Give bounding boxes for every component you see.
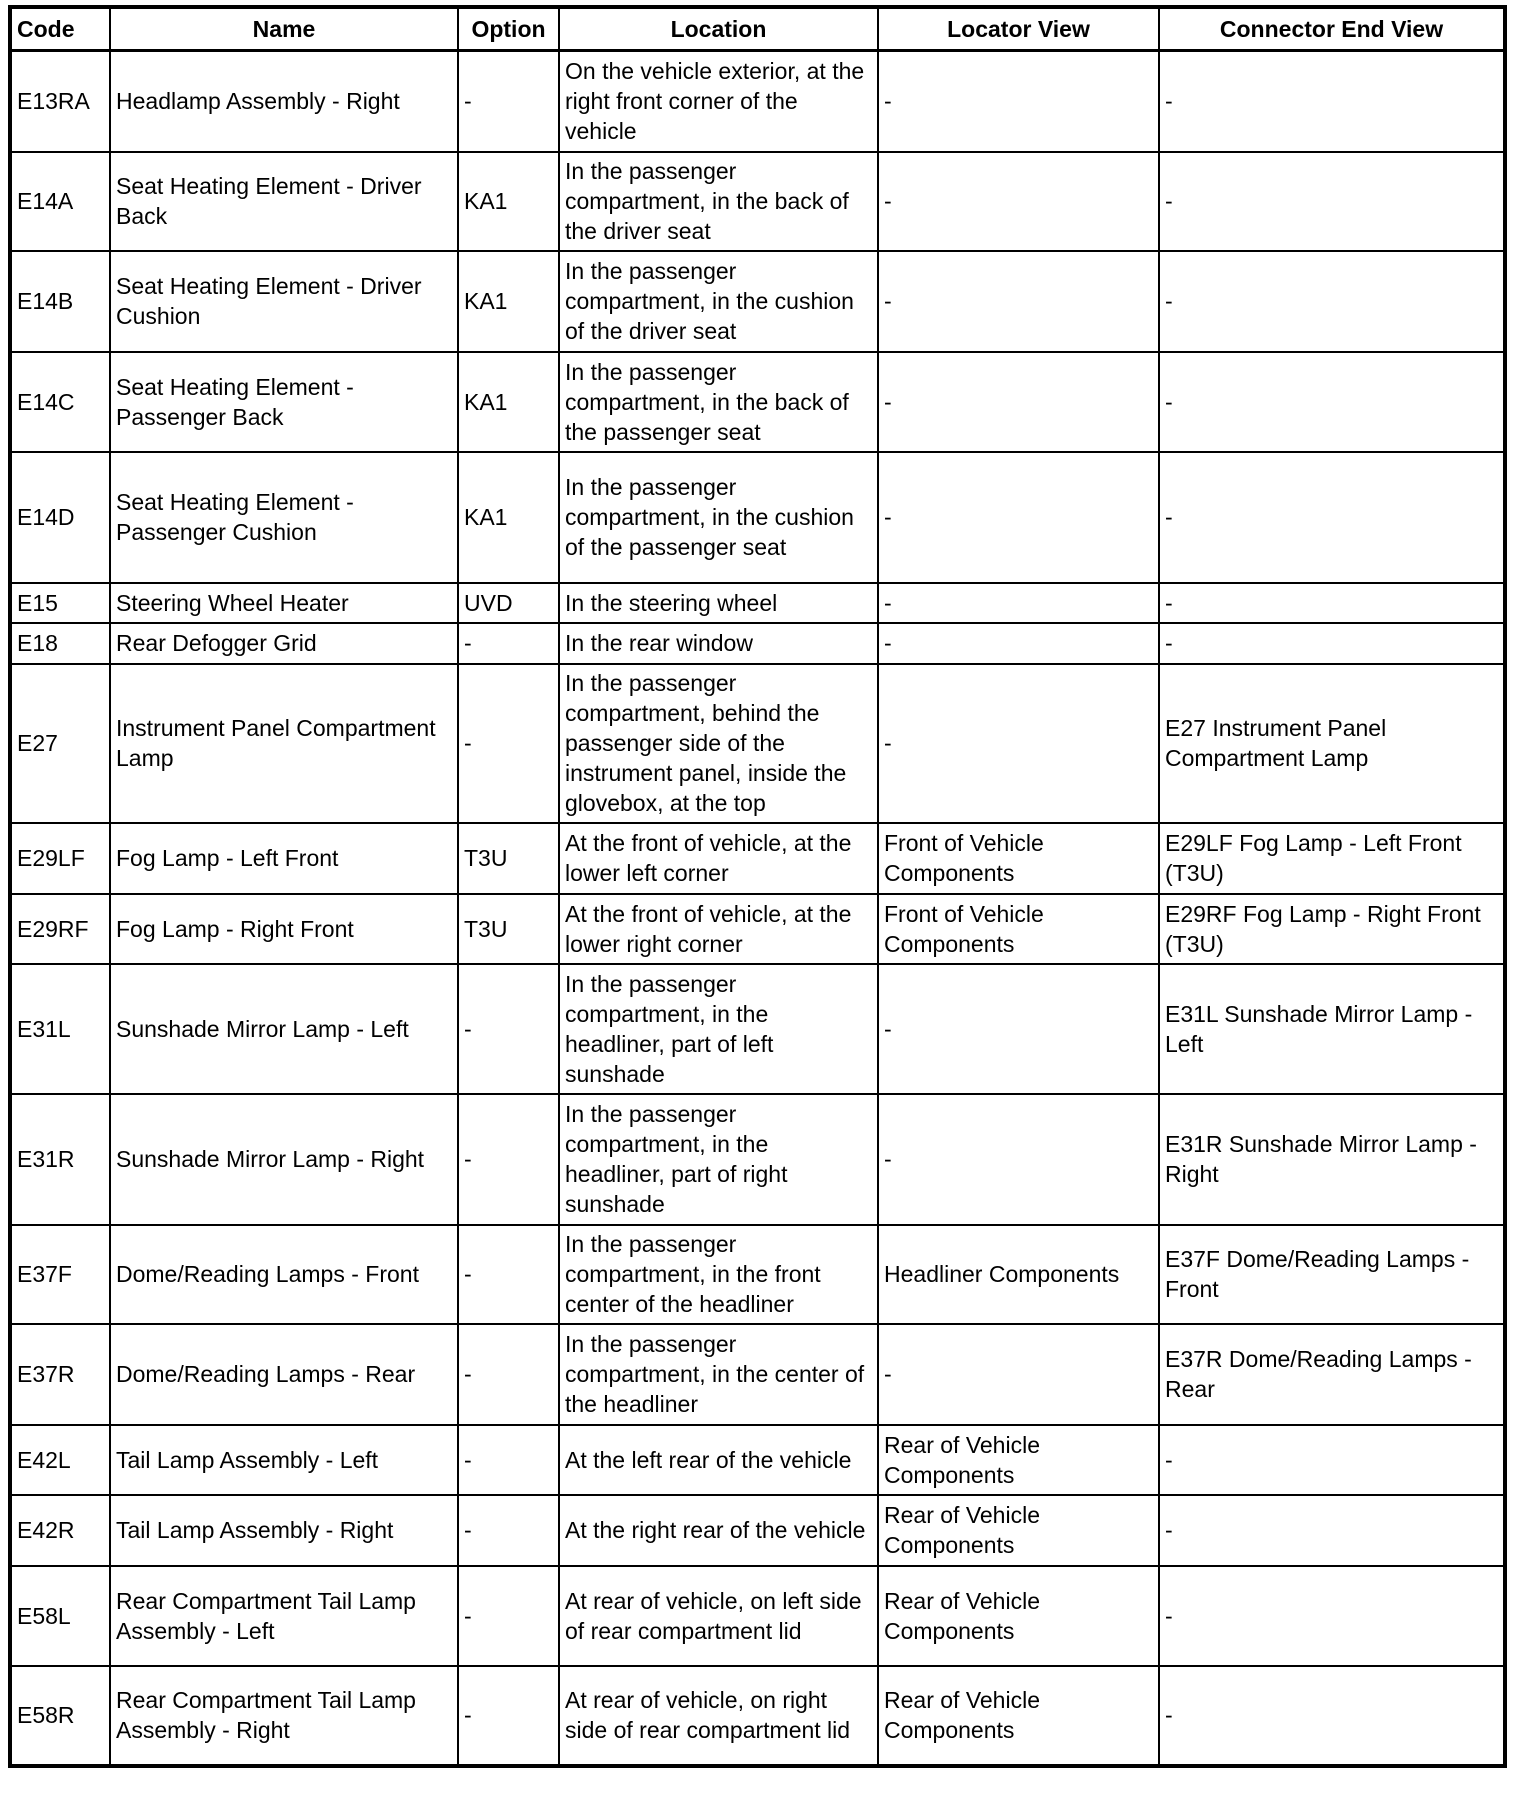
- row-option: T3U: [458, 823, 559, 894]
- row-option: -: [458, 1425, 559, 1495]
- row-name: Dome/Reading Lamps - Rear: [110, 1324, 458, 1425]
- row-code: E14A: [10, 152, 110, 251]
- table-row: [10, 1666, 1505, 1766]
- row-location: At the front of vehicle, at the lower left corner: [559, 823, 878, 894]
- row-location: In the passenger compartment, in the front center of the headliner: [559, 1225, 878, 1324]
- row-option: -: [458, 1495, 559, 1566]
- row-connector-end-view: -: [1159, 1666, 1505, 1766]
- row-connector-end-view: -: [1159, 452, 1505, 583]
- row-locator-view: Front of Vehicle Components: [878, 823, 1159, 894]
- row-option: -: [458, 664, 559, 823]
- row-option: KA1: [458, 152, 559, 251]
- row-connector-end-view: E37R Dome/Reading Lamps - Rear: [1159, 1324, 1505, 1425]
- row-name: Tail Lamp Assembly - Right: [110, 1495, 458, 1566]
- row-code: E58R: [10, 1666, 110, 1766]
- row-locator-view: Rear of Vehicle Components: [878, 1495, 1159, 1566]
- row-name: Seat Heating Element - Passenger Cushion: [110, 452, 458, 583]
- table-row: [10, 1495, 1505, 1566]
- header-option: Option: [458, 7, 559, 51]
- header-name: Name: [110, 7, 458, 51]
- row-connector-end-view: -: [1159, 1566, 1505, 1666]
- row-option: -: [458, 1094, 559, 1225]
- row-connector-end-view: -: [1159, 352, 1505, 452]
- row-location: At the right rear of the vehicle: [559, 1495, 878, 1566]
- row-location: In the passenger compartment, in the cushion of the driver seat: [559, 251, 878, 352]
- row-location: In the passenger compartment, in the headliner, part of left sunshade: [559, 964, 878, 1094]
- row-location: In the passenger compartment, in the headliner, part of right sunshade: [559, 1094, 878, 1225]
- row-location: In the rear window: [559, 623, 878, 664]
- row-code: E29RF: [10, 894, 110, 964]
- row-location: At rear of vehicle, on right side of rear compartment lid: [559, 1666, 878, 1766]
- row-name: Rear Compartment Tail Lamp Assembly - Right: [110, 1666, 458, 1766]
- table-row: [10, 823, 1505, 894]
- table-row: [10, 964, 1505, 1094]
- row-locator-view: -: [878, 152, 1159, 251]
- row-connector-end-view: -: [1159, 51, 1505, 152]
- table-row: [10, 51, 1505, 152]
- table-row: [10, 1324, 1505, 1425]
- table-row: [10, 623, 1505, 664]
- row-locator-view: -: [878, 583, 1159, 623]
- table-row: [10, 894, 1505, 964]
- row-connector-end-view: E27 Instrument Panel Compartment Lamp: [1159, 664, 1505, 823]
- row-code: E14D: [10, 452, 110, 583]
- row-locator-view: Front of Vehicle Components: [878, 894, 1159, 964]
- header-code: Code: [10, 7, 110, 51]
- row-locator-view: -: [878, 1324, 1159, 1425]
- row-connector-end-view: -: [1159, 1425, 1505, 1495]
- table-header-row: [10, 7, 1505, 51]
- row-connector-end-view: -: [1159, 152, 1505, 251]
- row-code: E42R: [10, 1495, 110, 1566]
- row-name: Fog Lamp - Left Front: [110, 823, 458, 894]
- row-connector-end-view: -: [1159, 623, 1505, 664]
- row-connector-end-view: E29LF Fog Lamp - Left Front (T3U): [1159, 823, 1505, 894]
- row-name: Sunshade Mirror Lamp - Left: [110, 964, 458, 1094]
- row-code: E18: [10, 623, 110, 664]
- row-code: E15: [10, 583, 110, 623]
- row-name: Tail Lamp Assembly - Left: [110, 1425, 458, 1495]
- row-locator-view: Headliner Components: [878, 1225, 1159, 1324]
- row-option: KA1: [458, 352, 559, 452]
- row-location: At rear of vehicle, on left side of rear compartment lid: [559, 1566, 878, 1666]
- row-locator-view: -: [878, 452, 1159, 583]
- row-option: KA1: [458, 452, 559, 583]
- row-location: In the passenger compartment, behind the passenger side of the instrument panel, inside the glovebox, at the top: [559, 664, 878, 823]
- row-location: In the passenger compartment, in the cushion of the passenger seat: [559, 452, 878, 583]
- row-code: E29LF: [10, 823, 110, 894]
- row-location: At the front of vehicle, at the lower right corner: [559, 894, 878, 964]
- row-connector-end-view: E37F Dome/Reading Lamps - Front: [1159, 1225, 1505, 1324]
- row-code: E27: [10, 664, 110, 823]
- row-name: Fog Lamp - Right Front: [110, 894, 458, 964]
- row-connector-end-view: -: [1159, 251, 1505, 352]
- row-name: Seat Heating Element - Driver Back: [110, 152, 458, 251]
- row-name: Seat Heating Element - Passenger Back: [110, 352, 458, 452]
- header-location: Location: [559, 7, 878, 51]
- row-locator-view: -: [878, 664, 1159, 823]
- table-row: [10, 1425, 1505, 1495]
- table-row: [10, 452, 1505, 583]
- row-locator-view: Rear of Vehicle Components: [878, 1566, 1159, 1666]
- table-row: [10, 152, 1505, 251]
- row-code: E31R: [10, 1094, 110, 1225]
- row-locator-view: -: [878, 251, 1159, 352]
- row-name: Dome/Reading Lamps - Front: [110, 1225, 458, 1324]
- row-option: -: [458, 1566, 559, 1666]
- table-row: [10, 251, 1505, 352]
- row-option: UVD: [458, 583, 559, 623]
- row-location: In the passenger compartment, in the back of the passenger seat: [559, 352, 878, 452]
- row-location: In the passenger compartment, in the back of the driver seat: [559, 152, 878, 251]
- row-connector-end-view: -: [1159, 583, 1505, 623]
- row-code: E58L: [10, 1566, 110, 1666]
- row-code: E37F: [10, 1225, 110, 1324]
- row-location: In the steering wheel: [559, 583, 878, 623]
- row-name: Sunshade Mirror Lamp - Right: [110, 1094, 458, 1225]
- row-option: -: [458, 623, 559, 664]
- row-name: Seat Heating Element - Driver Cushion: [110, 251, 458, 352]
- row-name: Rear Defogger Grid: [110, 623, 458, 664]
- row-option: -: [458, 964, 559, 1094]
- row-option: -: [458, 1324, 559, 1425]
- header-locator-view: Locator View: [878, 7, 1159, 51]
- table-row: [10, 352, 1505, 452]
- header-connector-end-view: Connector End View: [1159, 7, 1505, 51]
- table-row: [10, 1094, 1505, 1225]
- row-code: E31L: [10, 964, 110, 1094]
- row-option: T3U: [458, 894, 559, 964]
- row-locator-view: -: [878, 964, 1159, 1094]
- row-name: Headlamp Assembly - Right: [110, 51, 458, 152]
- row-connector-end-view: E29RF Fog Lamp - Right Front (T3U): [1159, 894, 1505, 964]
- row-name: Instrument Panel Compartment Lamp: [110, 664, 458, 823]
- row-name: Steering Wheel Heater: [110, 583, 458, 623]
- table-row: [10, 583, 1505, 623]
- row-name: Rear Compartment Tail Lamp Assembly - Left: [110, 1566, 458, 1666]
- row-option: -: [458, 1666, 559, 1766]
- row-connector-end-view: -: [1159, 1495, 1505, 1566]
- table-row: [10, 1225, 1505, 1324]
- row-code: E42L: [10, 1425, 110, 1495]
- table-row: [10, 1566, 1505, 1666]
- row-location: On the vehicle exterior, at the right front corner of the vehicle: [559, 51, 878, 152]
- row-code: E13RA: [10, 51, 110, 152]
- row-option: -: [458, 1225, 559, 1324]
- row-locator-view: Rear of Vehicle Components: [878, 1425, 1159, 1495]
- row-option: -: [458, 51, 559, 152]
- row-locator-view: -: [878, 623, 1159, 664]
- table-row: [10, 664, 1505, 823]
- row-location: In the passenger compartment, in the center of the headliner: [559, 1324, 878, 1425]
- row-code: E14C: [10, 352, 110, 452]
- row-locator-view: -: [878, 352, 1159, 452]
- row-connector-end-view: E31R Sunshade Mirror Lamp - Right: [1159, 1094, 1505, 1225]
- row-locator-view: -: [878, 1094, 1159, 1225]
- row-option: KA1: [458, 251, 559, 352]
- row-locator-view: Rear of Vehicle Components: [878, 1666, 1159, 1766]
- component-locator-table: [8, 5, 1507, 1768]
- row-code: E14B: [10, 251, 110, 352]
- row-location: At the left rear of the vehicle: [559, 1425, 878, 1495]
- row-connector-end-view: E31L Sunshade Mirror Lamp - Left: [1159, 964, 1505, 1094]
- row-code: E37R: [10, 1324, 110, 1425]
- row-locator-view: -: [878, 51, 1159, 152]
